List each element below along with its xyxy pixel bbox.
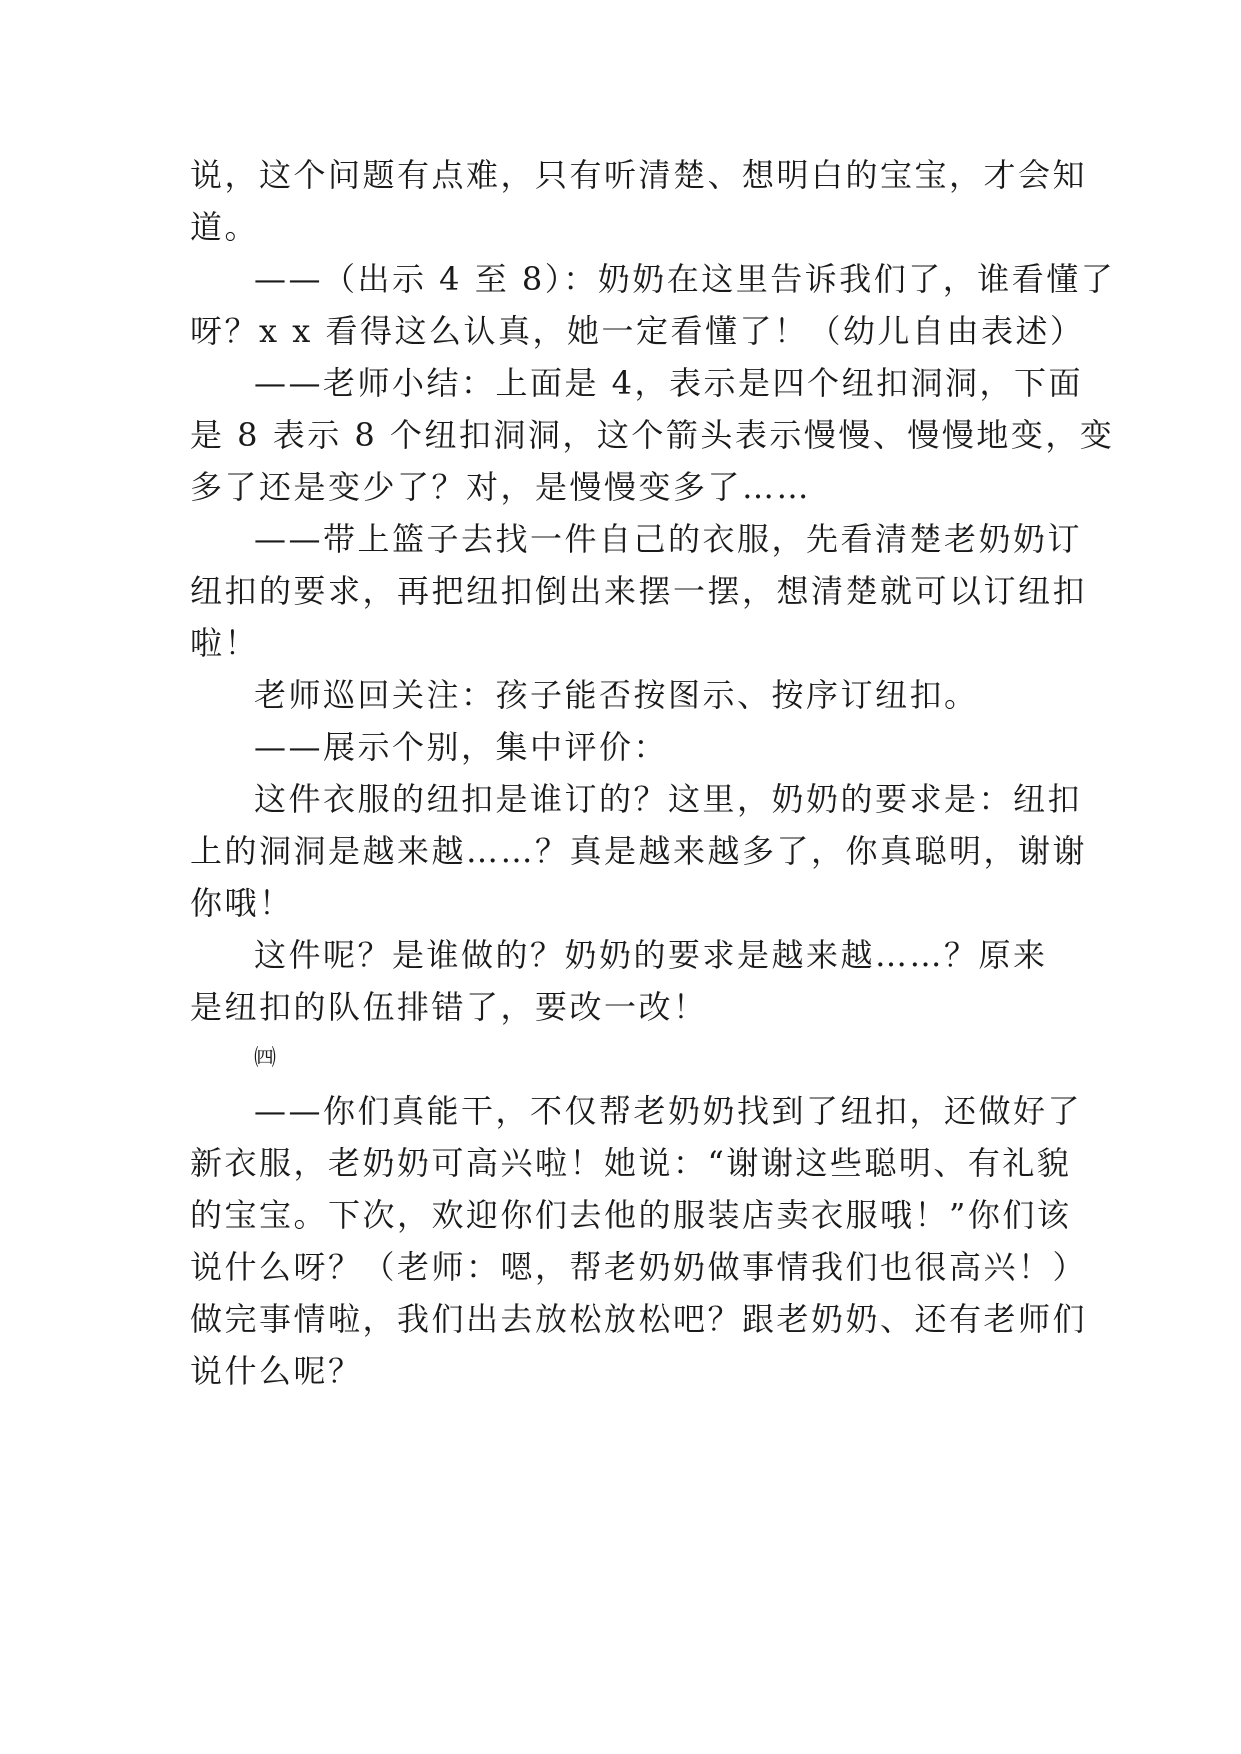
paragraph-line: 是纽扣的队伍排错了，要改一改！ bbox=[190, 988, 708, 1026]
paragraph-line: 的宝宝。下次，欢迎你们去他的服装店卖衣服哦！”你们该 bbox=[190, 1196, 1072, 1234]
paragraph-line: 啦！ bbox=[190, 624, 260, 662]
paragraph-line: 这件呢？是谁做的？奶奶的要求是越来越……？原来 bbox=[254, 936, 1048, 974]
paragraph-line: 说，这个问题有点难，只有听清楚、想明白的宝宝，才会知 bbox=[190, 156, 1088, 194]
paragraph-line: 呀？x x 看得这么认真，她一定看懂了！（幼儿自由表述） bbox=[190, 312, 1085, 350]
paragraph-line: ——你们真能干，不仅帮老奶奶找到了纽扣，还做好了 bbox=[254, 1092, 1083, 1130]
paragraph-line: ——带上篮子去找一件自己的衣服，先看清楚老奶奶订 bbox=[254, 520, 1083, 558]
paragraph-line: 多了还是变少了？对，是慢慢变多了…… bbox=[190, 468, 812, 506]
paragraph-line: 说什么呢？ bbox=[190, 1352, 363, 1390]
paragraph-line: 你哦！ bbox=[190, 884, 294, 922]
paragraph-line: ——展示个别，集中评价： bbox=[254, 728, 669, 766]
section-marker: ㈣ bbox=[254, 1046, 277, 1071]
paragraph-line: 道。 bbox=[190, 208, 260, 246]
paragraph-line: 上的洞洞是越来越……？真是越来越多了，你真聪明，谢谢 bbox=[190, 832, 1088, 870]
paragraph-line: 是 8 表示 8 个纽扣洞洞，这个箭头表示慢慢、慢慢地变，变 bbox=[190, 416, 1115, 454]
paragraph-line: 老师巡回关注：孩子能否按图示、按序订纽扣。 bbox=[254, 676, 979, 714]
paragraph-line: 说什么呀？（老师：嗯，帮老奶奶做事情我们也很高兴！） bbox=[190, 1248, 1088, 1286]
paragraph-line: ——（出示 4 至 8）：奶奶在这里告诉我们了，谁看懂了 bbox=[254, 260, 1116, 298]
paragraph-line: 做完事情啦，我们出去放松放松吧？跟老奶奶、还有老师们 bbox=[190, 1300, 1088, 1338]
paragraph-line: 纽扣的要求，再把纽扣倒出来摆一摆，想清楚就可以订纽扣 bbox=[190, 572, 1088, 610]
paragraph-line: ——老师小结：上面是 4，表示是四个纽扣洞洞，下面 bbox=[254, 364, 1084, 402]
paragraph-line: 这件衣服的纽扣是谁订的？这里，奶奶的要求是：纽扣 bbox=[254, 780, 1083, 818]
paragraph-line: 新衣服，老奶奶可高兴啦！她说：“谢谢这些聪明、有礼貌 bbox=[190, 1144, 1072, 1182]
